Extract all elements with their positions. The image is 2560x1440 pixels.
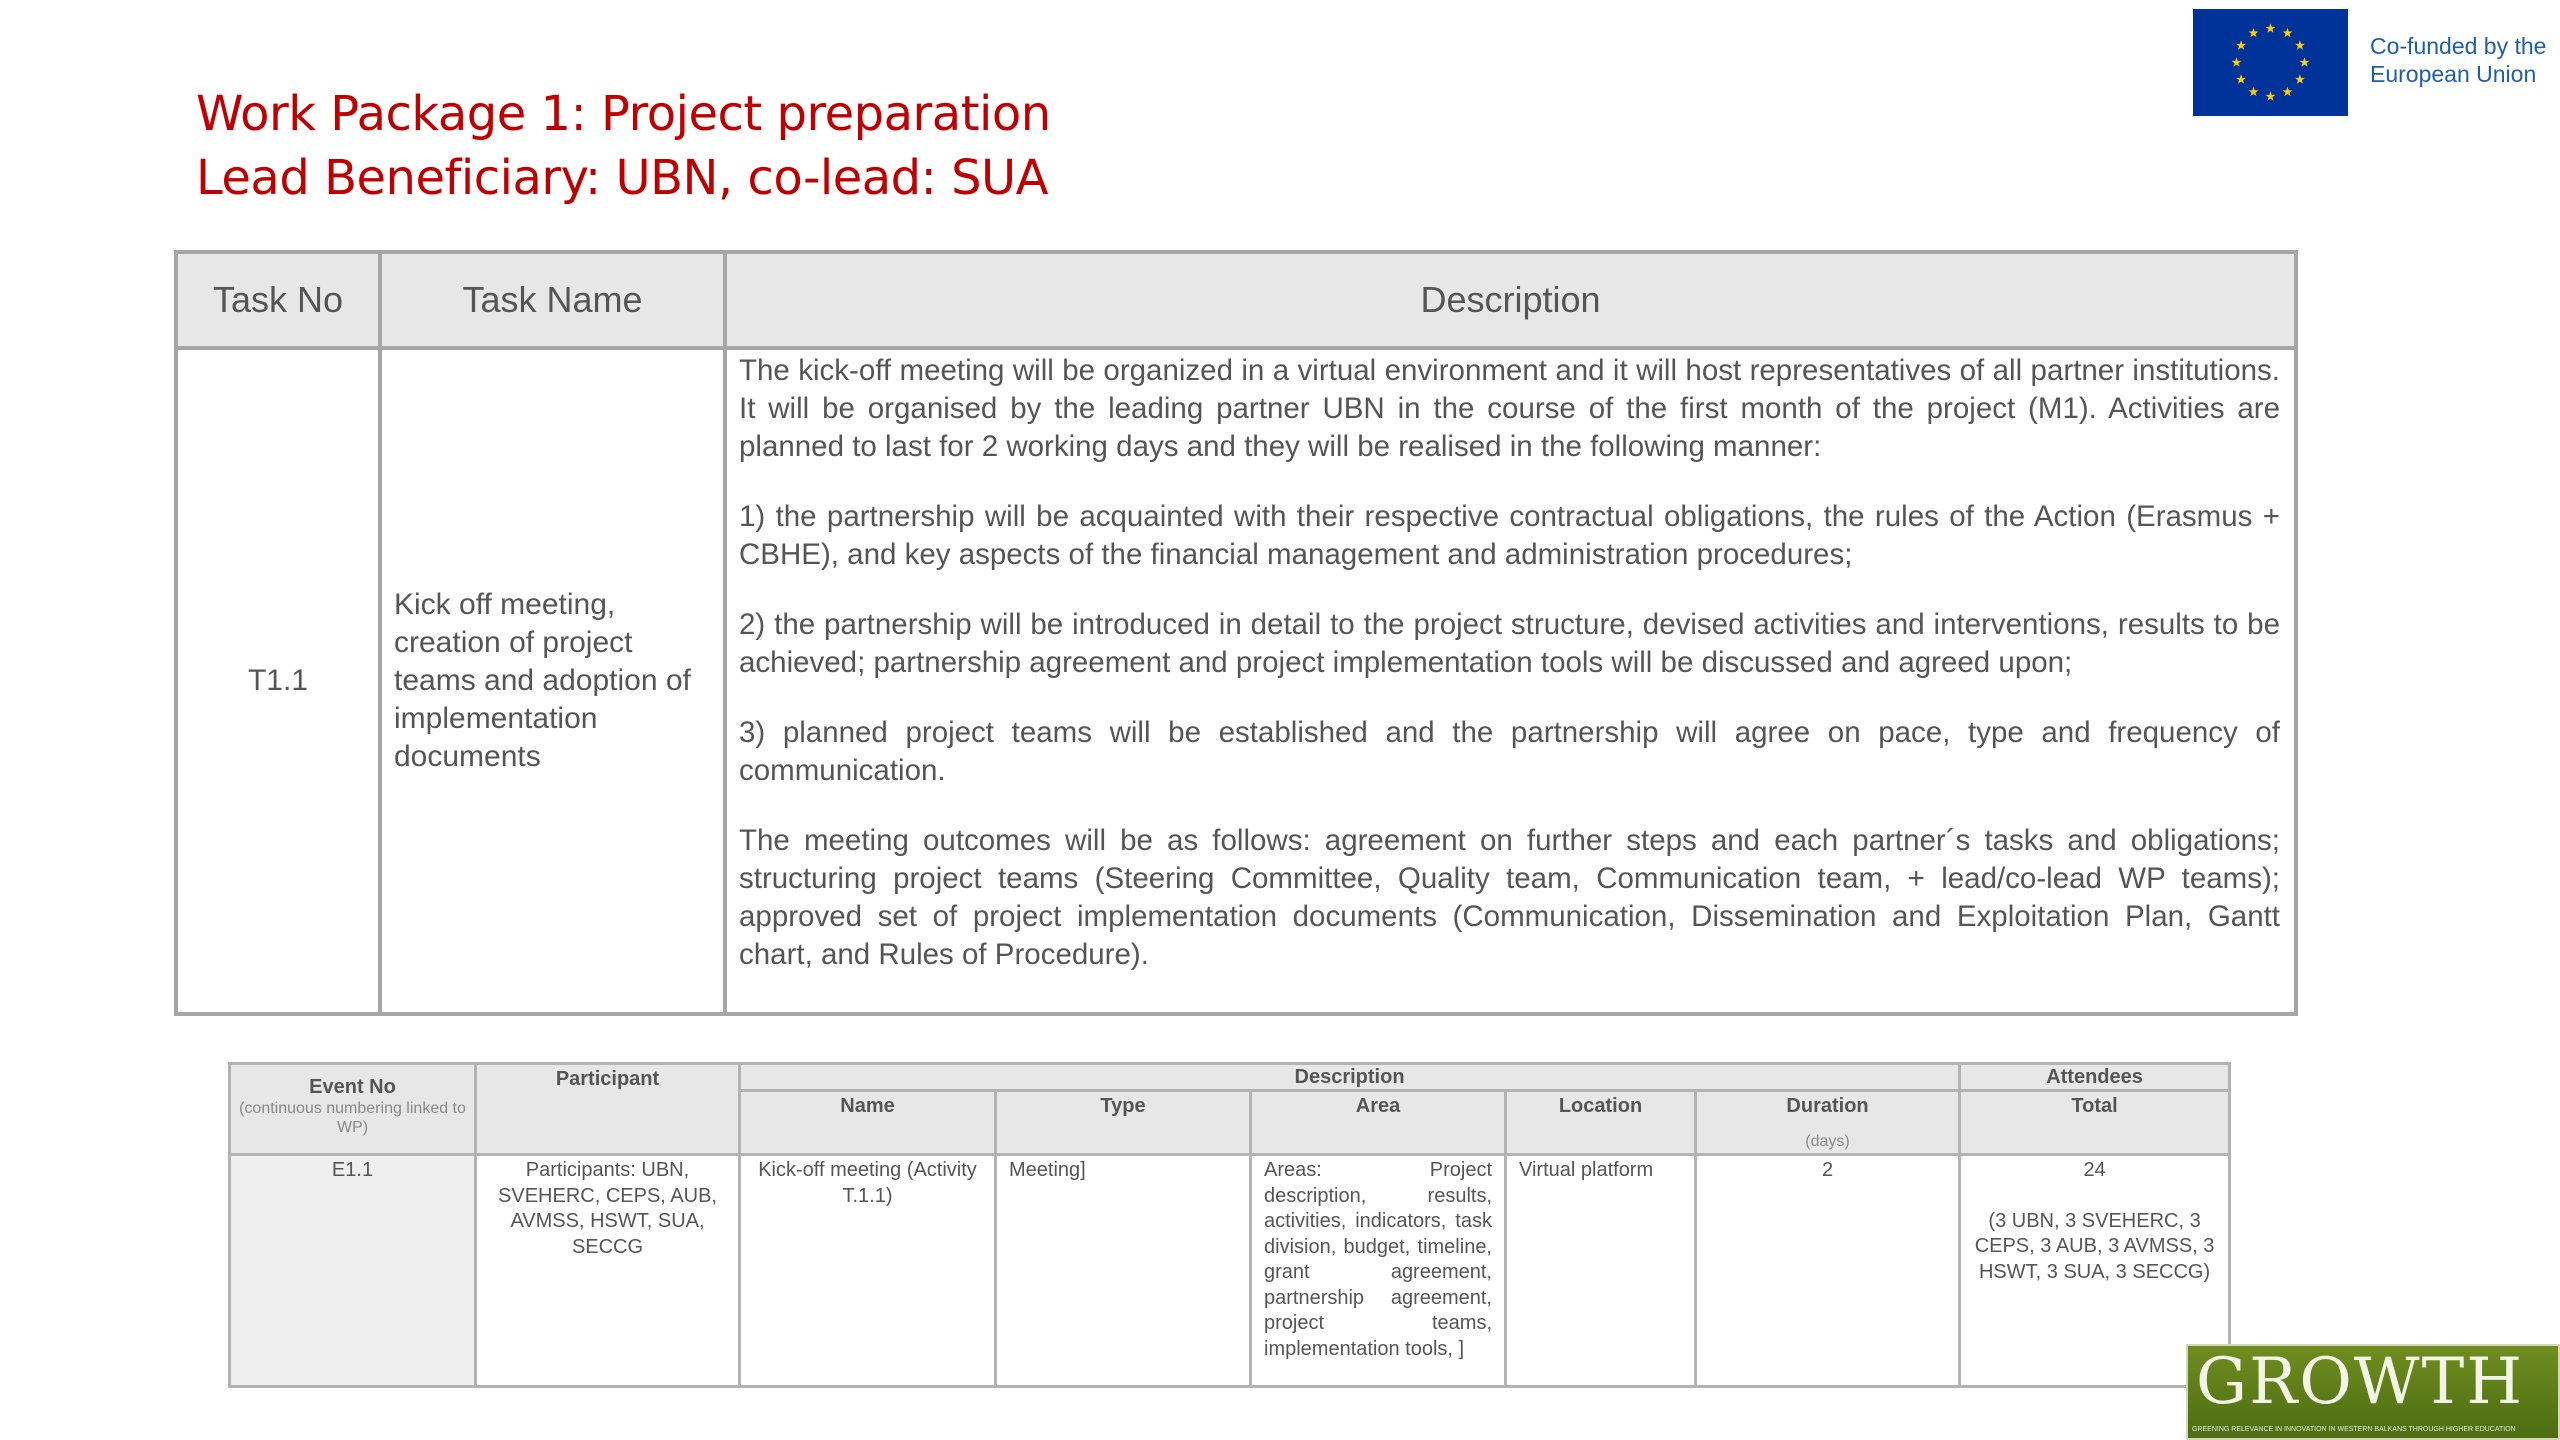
description-paragraph: The meeting outcomes will be as follows: agreement on further steps and each partner´s tasks and obligations; structuring project teams (Steering Committee, Quality team, Communication team, + lead/co-lead WP teams); approved set of project implementation documents (Communication, Dissemination and Exploitation Plan, Gantt chart, and Rules of Procedure). [739, 824, 2280, 971]
attendees-total: 24 [2083, 1159, 2106, 1181]
header-duration-note: (days) [1805, 1133, 1850, 1150]
eu-line-1: Co-funded by the [2370, 33, 2547, 59]
header-attendees: Attendees [1960, 1064, 2230, 1091]
growth-logo-tagline: GREENING RELEVANCE IN INNOVATION IN WESTERN BALKANS THROUGH HIGHER EDUCATION [2192, 1426, 2516, 1433]
event-table [228, 1062, 2231, 1388]
header-duration [1696, 1091, 1960, 1155]
header-description: Description [725, 252, 2296, 348]
attendees-breakdown: (3 UBN, 3 SVEHERC, 3 CEPS, 3 AUB, 3 AVMSS, 3 HSWT, 3 SUA, 3 SECCG) [1974, 1209, 2215, 1283]
table-header-row [176, 252, 2296, 348]
header-type: Type [996, 1091, 1251, 1155]
event-location-cell: Virtual platform [1506, 1155, 1696, 1387]
eu-line-2: European Union [2370, 61, 2537, 87]
description-paragraph: 3) planned project teams will be established and the partnership will agree on pace, type and frequency of communication. [739, 716, 2280, 787]
task-description-cell [725, 348, 2296, 1014]
event-duration-cell: 2 [1696, 1155, 1960, 1387]
header-duration-label: Duration [1786, 1095, 1869, 1117]
event-header-row [230, 1064, 2230, 1091]
header-event-no-label: Event No [309, 1076, 396, 1098]
description-paragraph: 1) the partnership will be acquainted with their respective contractual obligations, the rules of the Action (Erasmus + CBHE), and key aspects of the financial management and administration procedures; [739, 500, 2280, 571]
page-subtitle: Lead Beneficiary: UBN, co-lead: SUA [196, 150, 1049, 206]
event-no-cell: E1.1 [230, 1155, 476, 1387]
eu-flag-icon [2193, 9, 2348, 116]
header-description-group: Description [740, 1064, 1960, 1091]
description-paragraph: 2) the partnership will be introduced in detail to the project structure, devised activities and interventions, results to be achieved; partnership agreement and project implementation tools will be discussed and agreed upon; [739, 608, 2280, 679]
description-paragraph: The kick-off meeting will be organized in a virtual environment and it will host representatives of all partner institutions. It will be organised by the leading partner UBN in the course of the first month of the project (M1). Activities are planned to last for 2 working days and they will be realised in the following manner: [739, 354, 2280, 463]
header-total: Total [1960, 1091, 2230, 1155]
event-name-cell: Kick-off meeting (Activity T.1.1) [740, 1155, 996, 1387]
participant-cell: Participants: UBN, SVEHERC, CEPS, AUB, AVMSS, HSWT, SUA, SECCG [476, 1155, 740, 1387]
header-area: Area [1251, 1091, 1506, 1155]
header-event-no [230, 1064, 476, 1155]
event-area-cell: Areas: Project description, results, activities, indicators, task division, budget, timeline, grant agreement, partnership agreement, project teams, implementation tools, ] [1251, 1155, 1506, 1387]
eu-cofunded-label [2370, 32, 2560, 88]
work-package-table [174, 250, 2298, 1016]
header-task-name: Task Name [380, 252, 725, 348]
header-participant: Participant [476, 1064, 740, 1155]
header-name: Name [740, 1091, 996, 1155]
header-task-no: Task No [176, 252, 380, 348]
header-event-no-note: (continuous numbering linked to WP) [239, 1100, 466, 1136]
task-no-cell: T1.1 [176, 348, 380, 1014]
header-location: Location [1506, 1091, 1696, 1155]
table-row [230, 1155, 2230, 1387]
task-name-cell: Kick off meeting, creation of project teams and adoption of implementation documents [380, 348, 725, 1014]
table-row [176, 348, 2296, 1014]
page-title: Work Package 1: Project preparation [196, 86, 1051, 142]
growth-logo-word: GROWTH [2196, 1345, 2525, 1419]
event-type-cell: Meeting] [996, 1155, 1251, 1387]
growth-logo [2186, 1344, 2560, 1440]
